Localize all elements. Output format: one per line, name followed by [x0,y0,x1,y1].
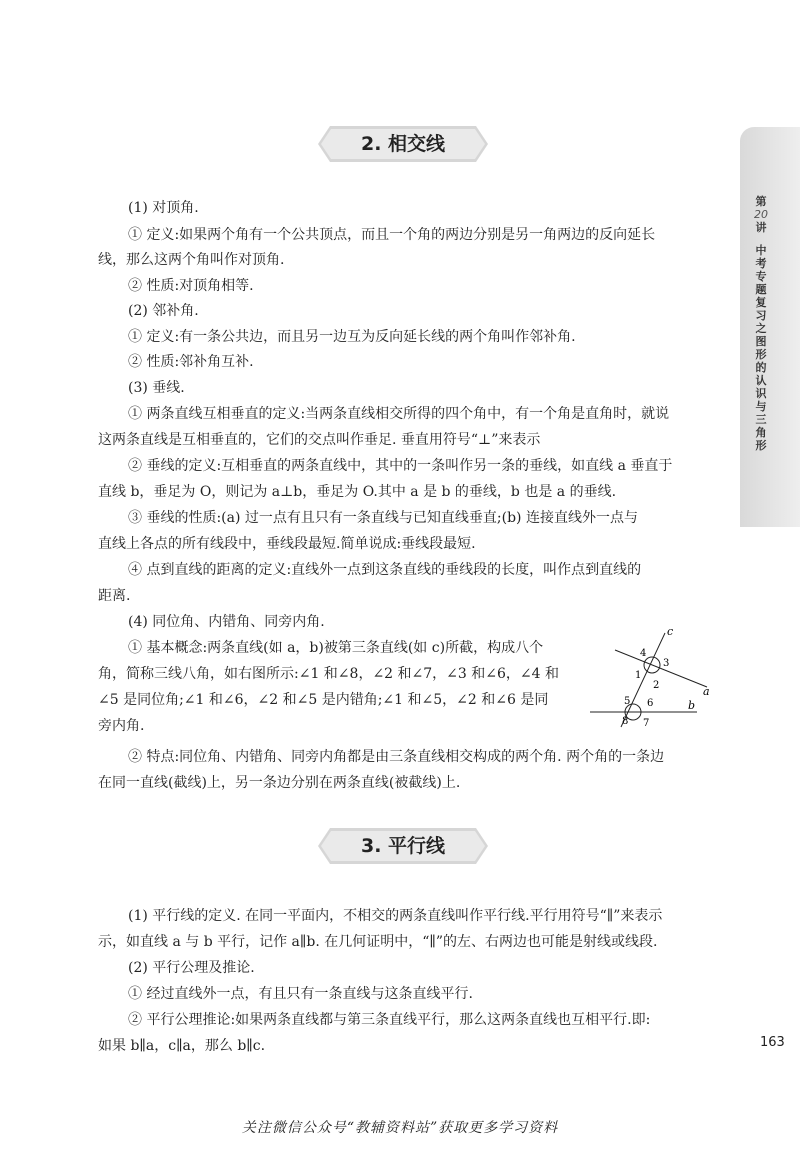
text-line: ① 经过直线外一点，有且只有一条直线与这条直线平行. [128,986,473,1002]
text-line: ③ 垂线的性质:(a) 过一点有且只有一条直线与已知直线垂直;(b) 连接直线外一点与 [128,510,638,526]
line-label-c: c [667,625,674,638]
section-3-banner [318,828,488,864]
text-line: (1) 对顶角. [128,200,199,216]
text-line: ① 定义:如果两个角有一个公共顶点，而且一个角的两边分别是另一角两边的反向延长 [128,227,656,243]
text-line: ② 特点:同位角、内错角、同旁内角都是由三条直线相交构成的两个角. 两个角的一条边 [128,749,665,765]
section-3-title: 3. 平行线 [360,835,446,857]
text-line: (4) 同位角、内错角、同旁内角. [128,614,325,630]
text-line: 示，如直线 a 与 b 平行，记作 a∥b. 在几何证明中，“∥”的左、右两边也可能是射线或线段. [98,934,658,950]
text-line: ① 两条直线互相垂直的定义:当两条直线相交所得的四个角中，有一个角是直角时，就说 [128,406,670,422]
text-line: ② 平行公理推论:如果两条直线都与第三条直线平行，那么这两条直线也互相平行.即: [128,1012,651,1028]
text-line: 直线上各点的所有线段中，垂线段最短.简单说成:垂线段最短. [98,536,476,552]
text-line: 如果 b∥a，c∥a，那么 b∥c. [98,1038,266,1054]
section-2-banner [318,126,488,162]
text-line: ① 基本概念:两条直线(如 a，b)被第三条直线(如 c)所截，构成八个 [128,640,544,656]
text-line: ② 性质:对顶角相等. [128,278,254,294]
angle-label: 4 [640,648,647,659]
angle-label: 1 [635,670,642,681]
text-line: 这两条直线是互相垂直的，它们的交点叫作垂足. 垂直用符号“⊥”来表示 [98,432,541,448]
chapter-title: 中考专题复习之图形的认识与三角形 [755,244,767,452]
page-number: 163 [760,1035,785,1050]
text-line: ∠5 是同位角;∠1 和∠6，∠2 和∠5 是内错角;∠1 和∠5，∠2 和∠6 是同 [98,692,549,708]
line-label-a: a [703,685,710,698]
angle-label: 3 [663,658,670,669]
angle-label: 5 [624,696,631,707]
lecture-prefix: 第 [755,195,767,208]
angle-label: 6 [647,698,654,709]
section-2-title: 2. 相交线 [360,133,446,155]
chapter-side-label [751,195,771,452]
line-label-b: b [688,699,696,712]
three-lines-eight-angles-figure [585,625,715,730]
lecture-suffix: 讲 [755,221,767,234]
text-line: (1) 平行线的定义. 在同一平面内，不相交的两条直线叫作平行线.平行用符号“∥”来表示 [128,908,663,924]
footer-note: 关注微信公众号“教辅资料站”获取更多学习资料 [241,1120,559,1136]
text-line: ② 垂线的定义:互相垂直的两条直线中，其中的一条叫作另一条的垂线，如直线 a 垂直于 [128,458,673,474]
text-line: 在同一直线(截线)上，另一条边分别在两条直线(被截线)上. [98,775,461,791]
text-line: ④ 点到直线的距离的定义:直线外一点到这条直线的垂线段的长度，叫作点到直线的 [128,562,642,578]
angle-label: 2 [653,680,660,691]
lecture-number: 20 [754,208,768,221]
text-line: 直线 b，垂足为 O，则记为 a⊥b，垂足为 O.其中 a 是 b 的垂线，b 也是 a 的垂线. [98,484,617,500]
text-line: (2) 平行公理及推论. [128,960,255,976]
text-line: 角，简称三线八角，如右图所示:∠1 和∠8，∠2 和∠7，∠3 和∠6，∠4 和 [98,666,559,682]
text-line: 距离. [98,588,131,604]
text-line: 线，那么这两个角叫作对顶角. [98,252,285,268]
text-line: (2) 邻补角. [128,303,199,319]
line-a [615,650,707,687]
text-line: 旁内角. [98,718,145,734]
text-line: ① 定义:有一条公共边，而且另一边互为反向延长线的两个角叫作邻补角. [128,329,576,345]
angle-label: 7 [643,718,650,729]
angle-label: 8 [622,716,629,727]
text-line: ② 性质:邻补角互补. [128,354,254,370]
text-line: (3) 垂线. [128,380,185,396]
